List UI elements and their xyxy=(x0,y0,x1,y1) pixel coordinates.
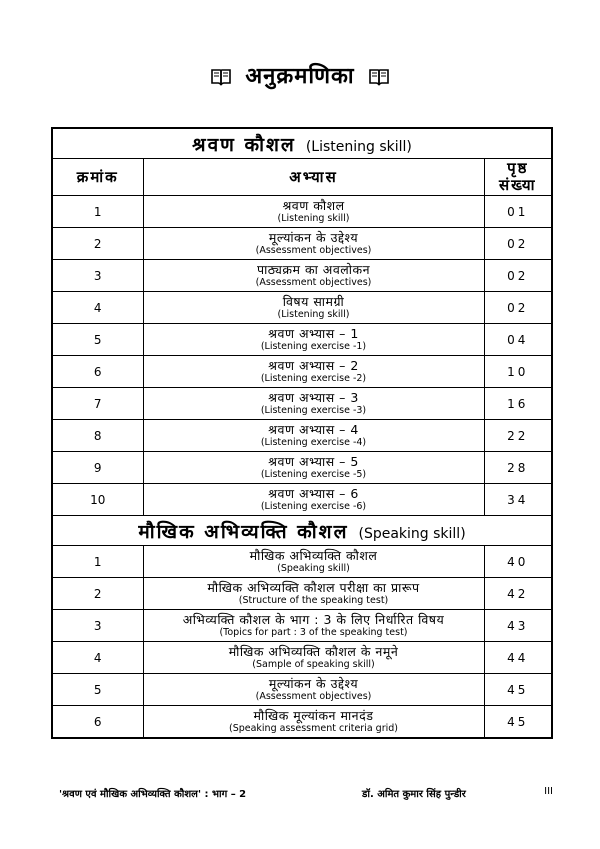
row-title-hindi: श्रवण कौशल xyxy=(282,198,345,213)
row-activity xyxy=(143,610,484,642)
row-page-number: 02 xyxy=(484,292,552,324)
row-page-number: 45 xyxy=(484,674,552,706)
row-activity xyxy=(143,420,484,452)
row-serial-number: 7 xyxy=(52,388,143,420)
row-page-number: 04 xyxy=(484,324,552,356)
column-header-page-line2: संख्या xyxy=(498,176,537,194)
table-row xyxy=(52,578,552,610)
table-row xyxy=(52,292,552,324)
page-title-text: अनुक्रमणिका xyxy=(245,64,355,89)
row-page-number: 40 xyxy=(484,546,552,578)
row-activity xyxy=(143,546,484,578)
row-title-english: (Topics for part : 3 of the speaking test) xyxy=(219,627,408,638)
table-row xyxy=(52,546,552,578)
table-row xyxy=(52,228,552,260)
row-title-english: (Listening exercise -3) xyxy=(260,405,367,416)
row-title-hindi: मौखिक मूल्यांकन मानदंड xyxy=(253,708,374,723)
row-page-number: 10 xyxy=(484,356,552,388)
row-activity xyxy=(143,292,484,324)
table-row xyxy=(52,260,552,292)
row-serial-number: 5 xyxy=(52,674,143,706)
row-title-english: (Assessment objectives) xyxy=(255,691,372,702)
row-activity xyxy=(143,706,484,739)
row-page-number: 44 xyxy=(484,642,552,674)
table-row xyxy=(52,196,552,228)
row-page-number: 02 xyxy=(484,228,552,260)
row-serial-number: 2 xyxy=(52,578,143,610)
section-title-english: (Listening skill) xyxy=(305,138,412,155)
row-title-english: (Listening exercise -1) xyxy=(260,341,367,352)
table-row xyxy=(52,484,552,516)
row-activity xyxy=(143,196,484,228)
column-header-page-line1: पृष्ठ xyxy=(507,159,529,177)
row-serial-number: 4 xyxy=(52,292,143,324)
row-activity xyxy=(143,578,484,610)
row-activity xyxy=(143,642,484,674)
row-page-number: 34 xyxy=(484,484,552,516)
row-title-hindi: विषय सामग्री xyxy=(282,294,345,309)
section-title-hindi: मौखिक अभिव्यक्ति कौशल xyxy=(138,520,349,543)
footer-book-title: 'श्रवण एवं मौखिक अभिव्यक्ति कौशल' : भाग – 2 xyxy=(59,789,247,800)
section-title xyxy=(52,128,552,159)
row-serial-number: 6 xyxy=(52,356,143,388)
row-serial-number: 2 xyxy=(52,228,143,260)
row-title-hindi: मूल्यांकन के उद्देश्य xyxy=(268,230,359,245)
row-title-hindi: श्रवण अभ्यास – 6 xyxy=(268,486,359,501)
section-title-hindi: श्रवण कौशल xyxy=(192,133,296,156)
row-page-number: 28 xyxy=(484,452,552,484)
row-serial-number: 5 xyxy=(52,324,143,356)
row-title-english: (Sample of speaking skill) xyxy=(252,659,375,670)
table-row xyxy=(52,610,552,642)
row-serial-number: 6 xyxy=(52,706,143,739)
table-row xyxy=(52,356,552,388)
section-header-speaking xyxy=(52,516,552,546)
column-header-page xyxy=(484,159,552,196)
row-title-english: (Structure of the speaking test) xyxy=(238,595,389,606)
row-title-english: (Listening exercise -4) xyxy=(260,437,367,448)
row-activity xyxy=(143,228,484,260)
book-icon xyxy=(369,68,389,86)
contents-table xyxy=(51,127,553,739)
section-title-english: (Speaking skill) xyxy=(358,525,466,542)
row-serial-number: 3 xyxy=(52,610,143,642)
column-header-serial: क्रमांक xyxy=(52,159,143,196)
row-title-english: (Listening skill) xyxy=(277,213,350,224)
row-serial-number: 9 xyxy=(52,452,143,484)
row-title-english: (Listening exercise -6) xyxy=(260,501,367,512)
column-header-activity: अभ्यास xyxy=(143,159,484,196)
row-activity xyxy=(143,260,484,292)
row-title-english: (Listening skill) xyxy=(277,309,350,320)
row-page-number: 16 xyxy=(484,388,552,420)
footer-page-number: III xyxy=(544,786,553,797)
row-activity xyxy=(143,388,484,420)
row-activity xyxy=(143,356,484,388)
row-title-english: (Assessment objectives) xyxy=(255,277,372,288)
row-activity xyxy=(143,452,484,484)
row-serial-number: 4 xyxy=(52,642,143,674)
row-title-english: (Speaking skill) xyxy=(277,563,350,574)
row-activity xyxy=(143,484,484,516)
row-serial-number: 10 xyxy=(52,484,143,516)
row-title-hindi: मूल्यांकन के उद्देश्य xyxy=(268,676,359,691)
section-title xyxy=(52,516,552,546)
row-title-english: (Speaking assessment criteria grid) xyxy=(228,723,398,734)
row-title-hindi: मौखिक अभिव्यक्ति कौशल परीक्षा का प्रारूप xyxy=(207,580,420,595)
row-title-hindi: मौखिक अभिव्यक्ति कौशल xyxy=(249,548,378,563)
row-title-english: (Listening exercise -5) xyxy=(260,469,367,480)
table-row xyxy=(52,388,552,420)
table-row xyxy=(52,324,552,356)
row-activity xyxy=(143,674,484,706)
row-page-number: 22 xyxy=(484,420,552,452)
row-title-hindi: पाठ्यक्रम का अवलोकन xyxy=(256,262,371,277)
table-row xyxy=(52,642,552,674)
row-title-hindi: श्रवण अभ्यास – 1 xyxy=(268,326,359,341)
row-page-number: 01 xyxy=(484,196,552,228)
table-row xyxy=(52,674,552,706)
column-header-row xyxy=(52,159,552,196)
row-title-hindi: श्रवण अभ्यास – 5 xyxy=(268,454,359,469)
section-header-listening xyxy=(52,128,552,159)
row-title-english: (Listening exercise -2) xyxy=(260,373,367,384)
table-row xyxy=(52,452,552,484)
row-page-number: 43 xyxy=(484,610,552,642)
row-title-hindi: श्रवण अभ्यास – 3 xyxy=(268,390,359,405)
table-row xyxy=(52,420,552,452)
row-activity xyxy=(143,324,484,356)
row-title-hindi: श्रवण अभ्यास – 4 xyxy=(268,422,359,437)
row-title-english: (Assessment objectives) xyxy=(255,245,372,256)
row-title-hindi: अभिव्यक्ति कौशल के भाग : 3 के लिए निर्धारित विषय xyxy=(182,612,445,627)
book-icon xyxy=(211,68,231,86)
footer-author: डॉ. अमित कुमार सिंह पुन्डीर xyxy=(362,789,466,800)
row-serial-number: 1 xyxy=(52,546,143,578)
page-title xyxy=(0,60,600,90)
row-serial-number: 3 xyxy=(52,260,143,292)
row-serial-number: 8 xyxy=(52,420,143,452)
row-page-number: 45 xyxy=(484,706,552,739)
row-title-hindi: श्रवण अभ्यास – 2 xyxy=(268,358,359,373)
row-serial-number: 1 xyxy=(52,196,143,228)
row-page-number: 42 xyxy=(484,578,552,610)
row-page-number: 02 xyxy=(484,260,552,292)
table-row xyxy=(52,706,552,739)
row-title-hindi: मौखिक अभिव्यक्ति कौशल के नमूने xyxy=(228,644,399,659)
